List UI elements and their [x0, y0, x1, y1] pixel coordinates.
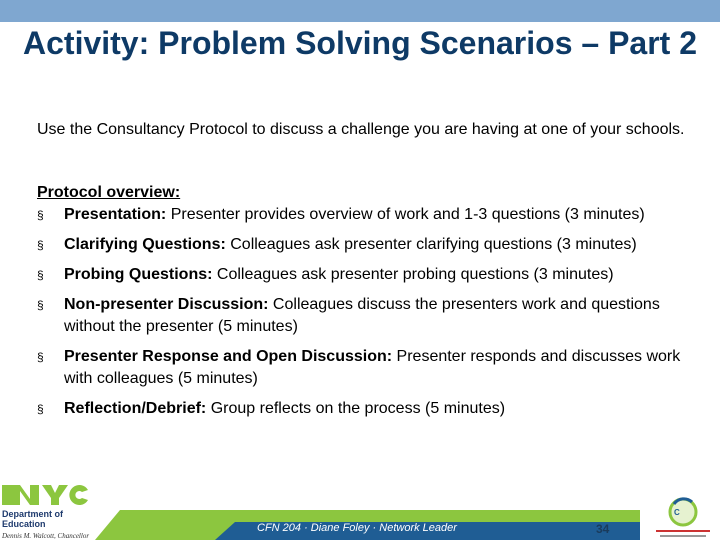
bullet-icon: § — [37, 268, 44, 282]
protocol-item-term: Probing Questions: — [64, 266, 213, 283]
bullet-icon: § — [37, 238, 44, 252]
protocol-item-text: Colleagues ask presenter probing questions (3 minutes) — [212, 266, 614, 283]
protocol-item-term: Presenter Response and Open Discussion: — [64, 348, 393, 365]
svg-text:C: C — [674, 508, 680, 517]
page-number: 34 — [596, 522, 610, 536]
protocol-item-clarifying-questions — [37, 234, 687, 256]
protocol-item-term: Reflection/Debrief: — [64, 400, 207, 417]
bullet-icon: § — [37, 350, 44, 364]
svg-text:Dennis M. Walcott, Chancellor: Dennis M. Walcott, Chancellor — [2, 532, 90, 540]
protocol-item-presentation — [37, 204, 687, 226]
intro-text: Use the Consultancy Protocol to discuss a challenge you are having at one of your schools. — [37, 121, 685, 138]
protocol-item-presenter-response — [37, 346, 687, 390]
protocol-item-text: Group reflects on the process (5 minutes) — [206, 400, 506, 417]
top-accent-bar — [0, 0, 720, 22]
svg-text:Education: Education — [2, 519, 46, 529]
protocol-item-reflection-debrief — [37, 398, 687, 420]
children-first-logo — [652, 496, 714, 540]
protocol-item-text: Presenter provides overview of work and 1-3 questions (3 minutes) — [166, 206, 645, 223]
protocol-item-probing-questions — [37, 264, 687, 286]
protocol-item-term: Non-presenter Discussion: — [64, 296, 269, 313]
protocol-item-non-presenter-discussion — [37, 294, 687, 338]
bullet-icon: § — [37, 298, 44, 312]
protocol-item-text: Colleagues ask presenter clarifying questions (3 minutes) — [225, 236, 637, 253]
protocol-item-text: Colleagues discuss the presenters work and questions without the presenter (5 minutes) — [64, 296, 660, 335]
svg-text:Department of: Department of — [2, 509, 64, 519]
protocol-item-term: Presentation: — [64, 206, 167, 223]
bullet-icon: § — [37, 402, 44, 416]
nyc-doe-logo — [0, 484, 92, 540]
bullet-icon: § — [37, 208, 44, 222]
protocol-item-text: Presenter responds and discusses work with colleagues (5 minutes) — [64, 348, 681, 387]
slide-title: Activity: Problem Solving Scenarios – Part 2 — [23, 25, 697, 61]
protocol-overview-heading: Protocol overview: — [37, 184, 181, 201]
footer-text: CFN 204 · Diane Foley · Network Leader — [257, 522, 457, 534]
protocol-item-term: Clarifying Questions: — [64, 236, 226, 253]
protocol-list — [37, 204, 687, 428]
